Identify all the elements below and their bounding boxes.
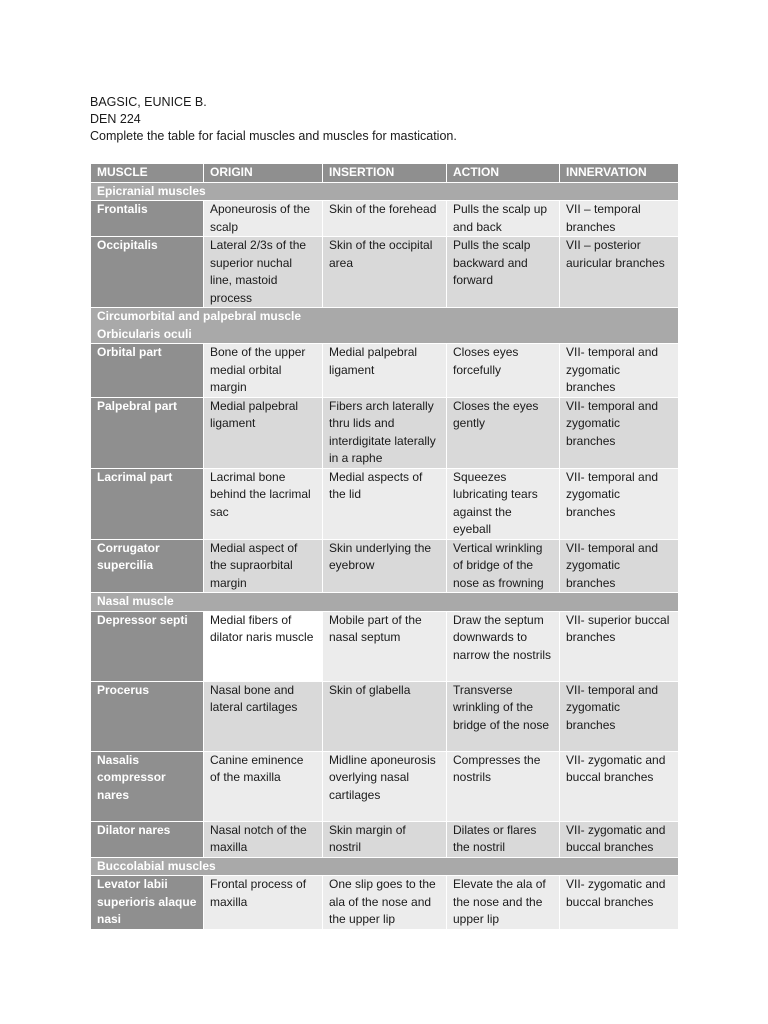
innervation-cell: VII- zygomatic and buccal branches (560, 876, 679, 930)
muscle-cell: Nasalis compressor nares (91, 751, 204, 821)
action-cell: Dilates or flares the nostril (447, 821, 560, 857)
muscle-cell: Dilator nares (91, 821, 204, 857)
table-row (91, 539, 679, 593)
innervation-cell: VII- temporal and zygomatic branches (560, 468, 679, 539)
muscle-cell: Orbital part (91, 344, 204, 398)
origin-cell: Medial aspect of the supraorbital margin (204, 539, 323, 593)
table-row (91, 611, 679, 681)
insertion-cell: Skin of the forehead (323, 201, 447, 237)
section-title-line: Orbicularis oculi (97, 326, 192, 341)
student-name: BAGSIC, EUNICE B. (90, 95, 207, 109)
column-header: INNERVATION (560, 164, 679, 183)
origin-cell: Medial palpebral ligament (204, 397, 323, 468)
insertion-cell: Medial palpebral ligament (323, 344, 447, 398)
muscle-cell: Palpebral part (91, 397, 204, 468)
innervation-cell: VII- temporal and zygomatic branches (560, 344, 679, 398)
muscle-cell: Occipitalis (91, 237, 204, 308)
innervation-cell: VII- zygomatic and buccal branches (560, 751, 679, 821)
origin-cell: Nasal notch of the maxilla (204, 821, 323, 857)
column-header: INSERTION (323, 164, 447, 183)
table-row (91, 821, 679, 857)
muscle-cell: Corrugator supercilia (91, 539, 204, 593)
origin-cell: Lacrimal bone behind the lacrimal sac (204, 468, 323, 539)
section-title (91, 182, 679, 201)
origin-cell: Aponeurosis of the scalp (204, 201, 323, 237)
column-header: ACTION (447, 164, 560, 183)
action-cell: Closes eyes forcefully (447, 344, 560, 398)
insertion-cell: Fibers arch laterally thru lids and interdigitate laterally in a raphe (323, 397, 447, 468)
section-title-line: Nasal muscle (97, 594, 174, 608)
action-cell: Pulls the scalp backward and forward (447, 237, 560, 308)
table-row (91, 344, 679, 398)
section-row (91, 308, 679, 344)
table-row (91, 468, 679, 539)
insertion-cell: Skin margin of nostril (323, 821, 447, 857)
table-row (91, 876, 679, 930)
action-cell: Elevate the ala of the nose and the upper lip (447, 876, 560, 930)
origin-cell: Canine eminence of the maxilla (204, 751, 323, 821)
insertion-cell: Skin of glabella (323, 681, 447, 751)
action-cell: Squeezes lubricating tears against the eyeball (447, 468, 560, 539)
column-header: ORIGIN (204, 164, 323, 183)
origin-cell: Medial fibers of dilator naris muscle (204, 611, 323, 681)
muscle-cell: Procerus (91, 681, 204, 751)
innervation-cell: VII- temporal and zygomatic branches (560, 681, 679, 751)
section-row (91, 593, 679, 612)
origin-cell: Lateral 2/3s of the superior nuchal line, mastoid process (204, 237, 323, 308)
action-cell: Compresses the nostrils (447, 751, 560, 821)
innervation-cell: VII – temporal branches (560, 201, 679, 237)
table-row (91, 201, 679, 237)
action-cell: Closes the eyes gently (447, 397, 560, 468)
instruction-text: Complete the table for facial muscles and muscles for mastication. (90, 129, 457, 143)
action-cell: Vertical wrinkling of bridge of the nose as frowning (447, 539, 560, 593)
section-title (91, 308, 679, 344)
muscles-table (90, 163, 679, 930)
section-row (91, 857, 679, 876)
innervation-cell: VII- temporal and zygomatic branches (560, 397, 679, 468)
section-title-line: Epicranial muscles (97, 183, 206, 198)
action-cell: Draw the septum downwards to narrow the nostrils (447, 611, 560, 681)
table-row (91, 397, 679, 468)
origin-cell: Nasal bone and lateral cartilages (204, 681, 323, 751)
innervation-cell: VII- superior buccal branches (560, 611, 679, 681)
action-cell: Pulls the scalp up and back (447, 201, 560, 237)
insertion-cell: Skin of the occipital area (323, 237, 447, 308)
insertion-cell: Medial aspects of the lid (323, 468, 447, 539)
insertion-cell: One slip goes to the ala of the nose and the upper lip (323, 876, 447, 930)
section-title (91, 593, 679, 612)
origin-cell: Frontal process of maxilla (204, 876, 323, 930)
section-title-line: Circumorbital and palpebral muscle (97, 309, 302, 323)
section-row (91, 182, 679, 201)
table-row (91, 237, 679, 308)
course-code: DEN 224 (90, 112, 141, 126)
section-title-line: Buccolabial muscles (97, 858, 216, 873)
muscle-cell: Depressor septi (91, 611, 204, 681)
muscle-cell: Frontalis (91, 201, 204, 237)
insertion-cell: Skin underlying the eyebrow (323, 539, 447, 593)
section-title (91, 857, 679, 876)
table-header-row (91, 164, 679, 183)
origin-cell: Bone of the upper medial orbital margin (204, 344, 323, 398)
innervation-cell: VII- temporal and zygomatic branches (560, 539, 679, 593)
document-header (90, 94, 457, 145)
table-body (91, 182, 679, 929)
insertion-cell: Midline aponeurosis overlying nasal cartilages (323, 751, 447, 821)
table-row (91, 681, 679, 751)
innervation-cell: VII- zygomatic and buccal branches (560, 821, 679, 857)
muscle-cell: Levator labii superioris alaque nasi (91, 876, 204, 930)
action-cell: Transverse wrinkling of the bridge of the nose (447, 681, 560, 751)
table-row (91, 751, 679, 821)
insertion-cell: Mobile part of the nasal septum (323, 611, 447, 681)
innervation-cell: VII – posterior auricular branches (560, 237, 679, 308)
muscle-cell: Lacrimal part (91, 468, 204, 539)
column-header: MUSCLE (91, 164, 204, 183)
